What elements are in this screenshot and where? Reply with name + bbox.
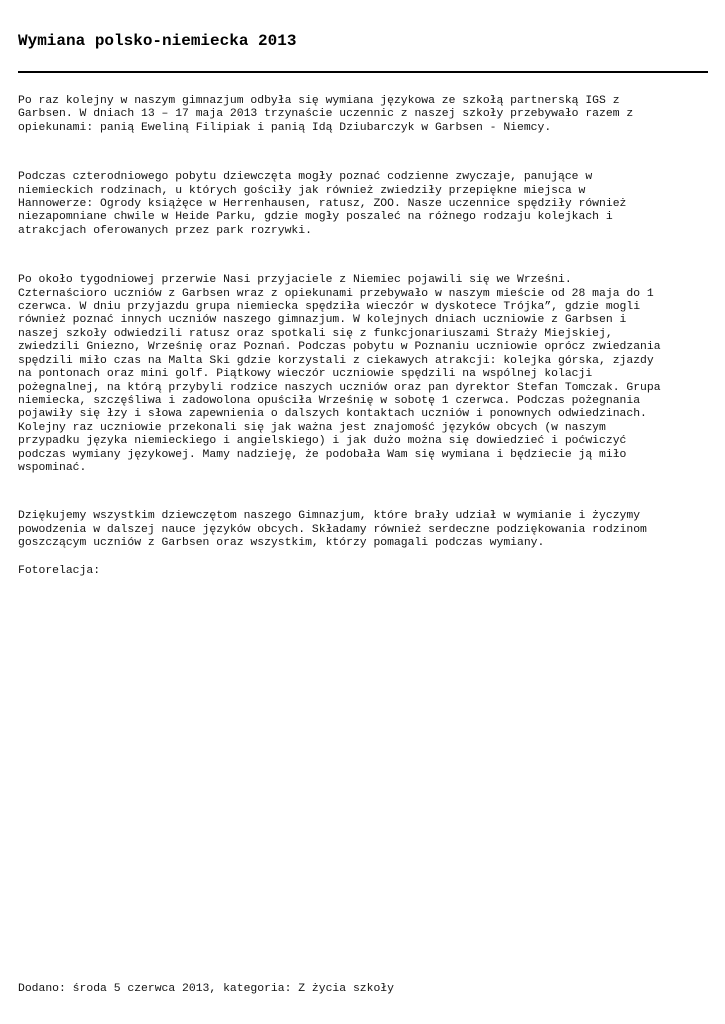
photo-report-label: Fotorelacja: [18, 564, 101, 577]
article-title: Wymiana polsko-niemiecka 2013 [18, 32, 297, 50]
title-divider [18, 71, 708, 73]
document-page [18, 0, 708, 1024]
paragraph-thanks: Dziękujemy wszystkim dziewczętom naszego Gimnazjum, które brały udział w wymianie i życzymy powodzenia w dalszej nauce języków obcych. Składamy również serdeczne podziękowania rodzinom goszczącym uczniów z Garbsen oraz wszystkim, którzy pomagali podczas wymiany. [18, 510, 647, 550]
article-body [18, 95, 708, 578]
paragraph-visit-in-wrzesnia: Po około tygodniowej przerwie Nasi przyjaciele z Niemiec pojawili się we Wrześni. Czternaścioro uczniów z Garbsen wraz z opiekunami przebywało w naszym mieście od 28 maja do 1 czerwca. W dniu przyjazdu grupa niemiecka spędziła wieczór w dyskotece Trójka”, gdzie mogli również poznać innych uczniów naszego gimnazjum. W kolejnych dniach uczniowie z Garbsen i naszej szkoły odwiedzili ratusz oraz spotkali się z funkcjonariuszami Straży Miejskiej, zwiedzili Gniezno, Wrześnię oraz Poznań. Podczas pobytu w Poznaniu uczniowie oprócz zwiedzania spędzili miło czas na Malta Ski gdzie korzystali z ciekawych atrakcji: kolejka górska, zjazdy na pontonach oraz mini golf. Piątkowy wieczór uczniowie spędzili na wspólnej kolacji pożegnalnej, na którą przybyli rodzice naszych uczniów oraz pan dyrektor Stefan Tomczak. Grupa niemiecka, szczęśliwa i zadowolona opuściła Wrześnię w sobotę 1 czerwca. Podczas pożegnania pojawiły się łzy i słowa zapewnienia o dalszych kontaktach uczniów i ponownych odwiedzinach. Kolejny raz uczniowie przekonali się jak ważna jest znajomość języków obcych (w naszym przypadku języka niemieckiego i angielskiego) i jak dużo można się dowiedzieć i poćwiczyć podczas wymiany językowej. Mamy nadzieję, że podobała Wam się wymiana i będziecie ją miło wspominać. [18, 274, 661, 474]
paragraph-stay-in-germany: Podczas czterodniowego pobytu dziewczęta mogły poznać codzienne zwyczaje, panujące w niemieckich rodzinach, u których gościły jak również zwiedziły przepiękne miejsca w Hannowerze: Ogrody książęce w Herrenhausen, ratusz, ZOO. Nasze uczennice spędziły również niezapomniane chwile w Heide Parku, gdzie mogły poszaleć na różnego rodzaju kolejkach i atrakcjach oferowanych przez park rozrywki. [18, 171, 627, 237]
paragraph-intro: Po raz kolejny w naszym gimnazjum odbyła się wymiana językowa ze szkołą partnerską IGS z Garbsen. W dniach 13 – 17 maja 2013 trzynaście uczennic z naszej szkoły przebywało razem z opiekunami: panią Eweliną Filipiak i panią Idą Dziubarczyk w Garbsen - Niemcy. [18, 95, 634, 134]
post-footer: Dodano: środa 5 czerwca 2013, kategoria: Z życia szkoły [18, 983, 394, 995]
